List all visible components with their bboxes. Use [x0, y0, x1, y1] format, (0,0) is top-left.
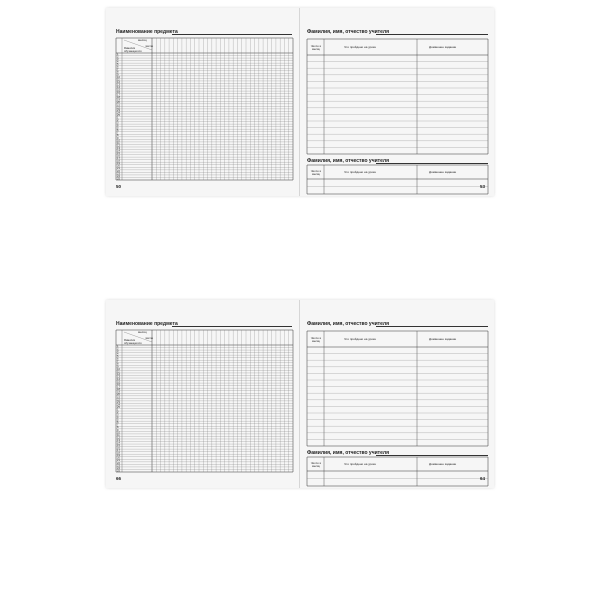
row-number: 22 — [117, 461, 120, 465]
row-number: 8 — [117, 70, 119, 74]
row-number: 14 — [117, 377, 120, 381]
row-number: 16 — [117, 154, 120, 158]
teacher-label: Фамилия, имя, отчество учителя — [307, 321, 389, 327]
attendance-page — [106, 300, 300, 488]
row-number: 9 — [117, 365, 119, 369]
attendance-grid — [106, 8, 299, 196]
row-number: 1 — [117, 116, 119, 120]
row-number: 15 — [117, 380, 120, 384]
row-number: 19 — [117, 162, 120, 166]
row-number: 25 — [117, 177, 120, 181]
row-number: 20 — [117, 456, 120, 460]
row-number: 4 — [117, 352, 119, 356]
row-number: 5 — [117, 418, 119, 422]
row-number: 6 — [117, 129, 119, 133]
row-number: 4 — [117, 60, 119, 64]
row-number: 19 — [117, 98, 120, 102]
month-label: месяц — [138, 38, 147, 42]
day-label: число — [145, 44, 154, 48]
row-number: 23 — [117, 400, 120, 404]
row-number: 24 — [117, 403, 120, 407]
row-number: 15 — [117, 152, 120, 155]
row-number: 7 — [117, 423, 119, 427]
col-homework-header: Домашнее задание — [429, 170, 457, 174]
row-number: 17 — [117, 449, 120, 453]
row-number: 13 — [117, 146, 120, 150]
col-lesson-header: Что пройдено на уроке — [344, 337, 377, 341]
col-homework-header: Домашнее задание — [429, 337, 457, 341]
row-number: 5 — [117, 63, 119, 67]
row-number: 5 — [117, 126, 119, 130]
row-number: 19 — [117, 454, 120, 458]
row-number: 6 — [117, 65, 119, 69]
students-label: Фамилия обучающегося — [124, 47, 142, 53]
row-number: 16 — [117, 446, 120, 450]
row-number: 8 — [117, 134, 119, 138]
page-number: 66 — [116, 476, 122, 481]
col-lesson-header: Что пройдено на уроке — [344, 45, 377, 49]
col-homework-header: Домашнее задание — [429, 45, 457, 49]
month-label: месяц — [138, 330, 147, 334]
row-number: 24 — [117, 466, 120, 470]
col-homework-header: Домашнее задание — [429, 462, 457, 466]
row-number: 12 — [117, 436, 120, 440]
attendance-grid — [106, 300, 299, 488]
row-number: 15 — [117, 88, 120, 92]
row-number: 11 — [117, 141, 120, 145]
row-number: 2 — [117, 55, 119, 59]
row-number: 18 — [117, 96, 120, 100]
row-number: 6 — [117, 421, 119, 425]
journal-spread-2 — [106, 300, 494, 488]
col-lesson-header: Что пройдено на уроке — [344, 462, 377, 466]
row-number: 10 — [117, 367, 120, 371]
row-number: 3 — [117, 121, 119, 125]
row-number: 20 — [117, 164, 120, 168]
row-number: 5 — [117, 355, 119, 359]
row-number: 17 — [117, 385, 120, 389]
row-number: 23 — [117, 464, 120, 468]
row-number: 22 — [117, 398, 120, 402]
row-number: 13 — [117, 83, 120, 87]
teacher-label: Фамилия, имя, отчество учителя — [307, 29, 389, 35]
row-number: 8 — [117, 362, 119, 366]
row-number: 13 — [117, 438, 120, 442]
row-number: 2 — [117, 410, 119, 414]
row-number: 10 — [117, 139, 120, 143]
teacher-label: Фамилия, имя, отчество учителя — [307, 450, 389, 456]
col-date-header: Число и месяц — [310, 44, 322, 51]
page-number: 50 — [116, 184, 122, 189]
row-number: 9 — [117, 136, 119, 140]
row-number: 11 — [117, 433, 120, 437]
row-number: 21 — [117, 103, 120, 107]
row-number: 12 — [117, 372, 120, 376]
row-number: 15 — [117, 444, 120, 447]
day-label: число — [145, 336, 154, 340]
row-number: 14 — [117, 441, 120, 445]
row-number: 10 — [117, 431, 120, 435]
row-number: 6 — [117, 357, 119, 361]
lessons-table — [300, 8, 494, 196]
row-number: 11 — [117, 78, 120, 82]
row-number: 21 — [117, 395, 120, 399]
diagonal-line — [124, 332, 152, 342]
row-number: 18 — [117, 388, 120, 392]
row-number: 14 — [117, 149, 120, 153]
row-number: 1 — [117, 52, 119, 56]
subject-label: Наименование предмета — [116, 321, 178, 327]
row-number: 25 — [117, 405, 120, 409]
row-number: 25 — [117, 113, 120, 117]
teacher-label: Фамилия, имя, отчество учителя — [307, 158, 389, 164]
row-number: 11 — [117, 370, 120, 374]
row-number: 22 — [117, 106, 120, 110]
lessons-page — [300, 300, 494, 488]
row-number: 3 — [117, 58, 119, 62]
row-number: 22 — [117, 169, 120, 173]
col-date-header: Число и месяц — [310, 169, 322, 176]
row-number: 1 — [117, 344, 119, 348]
row-number: 20 — [117, 393, 120, 397]
row-number: 7 — [117, 360, 119, 364]
row-number: 12 — [117, 80, 120, 84]
col-date-header: Число и месяц — [310, 336, 322, 343]
diagonal-line — [124, 40, 152, 50]
row-number: 24 — [117, 174, 120, 178]
col-date-header: Число и месяц — [310, 461, 322, 468]
row-number: 17 — [117, 93, 120, 97]
row-number: 23 — [117, 172, 120, 176]
row-number: 9 — [117, 428, 119, 432]
lessons-page — [300, 8, 494, 196]
row-number: 18 — [117, 159, 120, 163]
row-number: 3 — [117, 350, 119, 354]
row-number: 2 — [117, 118, 119, 122]
row-number: 21 — [117, 459, 120, 463]
page-number: 64 — [480, 476, 486, 481]
row-number: 4 — [117, 124, 119, 128]
row-number: 14 — [117, 85, 120, 89]
row-number: 8 — [117, 426, 119, 430]
row-number: 19 — [117, 390, 120, 394]
row-number: 12 — [117, 144, 120, 148]
row-number: 25 — [117, 469, 120, 473]
row-number: 2 — [117, 347, 119, 351]
attendance-page — [106, 8, 300, 196]
row-number: 24 — [117, 111, 120, 115]
row-number: 10 — [117, 75, 120, 79]
students-label: Фамилия обучающегося — [124, 339, 142, 345]
row-number: 7 — [117, 68, 119, 72]
row-number: 23 — [117, 108, 120, 112]
row-number: 16 — [117, 383, 120, 387]
row-number: 18 — [117, 451, 120, 455]
row-number: 3 — [117, 413, 119, 417]
row-number: 17 — [117, 157, 120, 161]
row-number: 9 — [117, 73, 119, 77]
col-lesson-header: Что пройдено на уроке — [344, 170, 377, 174]
row-number: 7 — [117, 131, 119, 135]
lessons-table — [300, 300, 494, 488]
page-number: 53 — [480, 184, 486, 189]
row-number: 1 — [117, 408, 119, 412]
row-number: 13 — [117, 375, 120, 379]
journal-spread-1 — [106, 8, 494, 196]
row-number: 20 — [117, 101, 120, 105]
subject-label: Наименование предмета — [116, 29, 178, 35]
row-number: 16 — [117, 91, 120, 95]
row-number: 4 — [117, 416, 119, 420]
row-number: 21 — [117, 167, 120, 171]
